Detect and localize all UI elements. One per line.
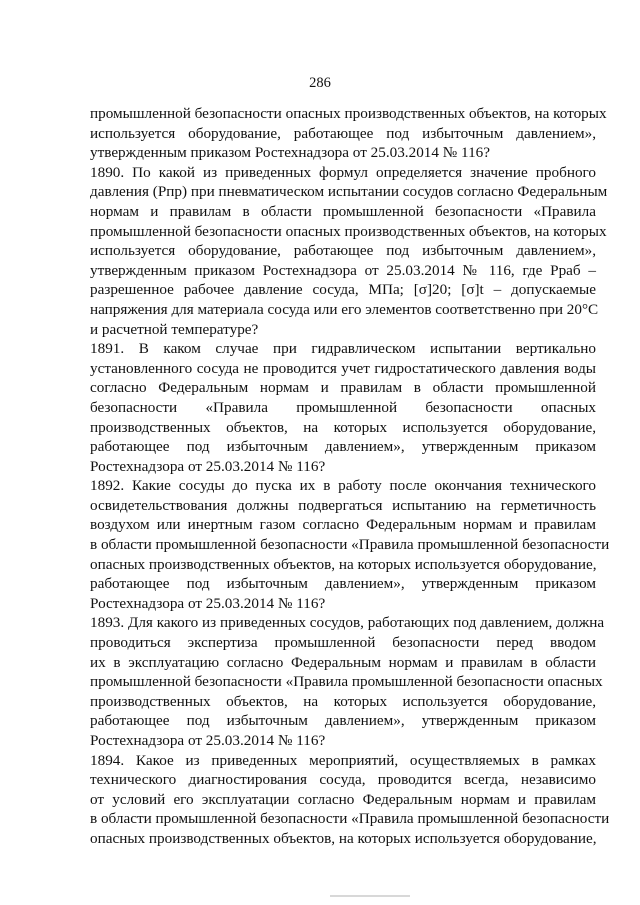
text-line: опасных производственных объектов, на которых используется оборудование,	[90, 829, 597, 847]
text-line: производственных объектов, на которых используется оборудование,	[90, 418, 596, 436]
text-line: в области промышленной безопасности «Правила промышленной безопасности	[90, 810, 610, 828]
question-1892	[90, 476, 610, 613]
page-number: 286	[309, 75, 331, 91]
paragraph-continuation	[90, 104, 607, 163]
question-1891	[90, 339, 596, 476]
text-line: промышленной безопасности опасных производственных объектов, на которых	[90, 222, 607, 240]
text-line: производственных объектов, на которых используется оборудование,	[90, 692, 596, 710]
text-line: опасных производственных объектов, на которых используется оборудование,	[90, 555, 597, 573]
text-line: 1891. В каком случае при гидравлическом испытании вертикально	[90, 340, 596, 358]
text-line: 1894. Какое из приведенных мероприятий, осуществляемых в рамках	[90, 751, 596, 769]
text-line: 1893. Для какого из приведенных сосудов, работающих под давлением, должна	[90, 614, 605, 632]
text-line: в области промышленной безопасности «Правила промышленной безопасности	[90, 536, 610, 554]
text-line: Ростехнадзора от 25.03.2014 № 116?	[90, 594, 326, 612]
text-line: воздухом или инертным газом согласно Федеральным нормам и правилам	[90, 516, 596, 534]
text-line: работающее под избыточным давлением», утвержденным приказом	[90, 438, 596, 456]
text-line: работающее под избыточным давлением», утвержденным приказом	[90, 575, 596, 593]
text-line: утвержденным приказом Ростехнадзора от 25.03.2014 № 116, где Рраб –	[90, 261, 596, 279]
text-line: используется оборудование, работающее под избыточным давлением»,	[90, 124, 596, 142]
question-1893	[90, 613, 605, 750]
page-body	[90, 104, 610, 849]
text-line: нормам и правилам в области промышленной безопасности «Правила	[90, 202, 596, 220]
text-line: и расчетной температуре?	[90, 320, 259, 338]
text-line: согласно Федеральным нормам и правилам в области промышленной	[90, 379, 596, 397]
text-line: установленного сосуда не проводится учет гидростатического давления воды	[90, 359, 596, 377]
text-line: от условий его эксплуатации согласно Федеральным нормам и правилам	[90, 790, 596, 808]
text-line: работающее под избыточным давлением», утвержденным приказом	[90, 712, 596, 730]
question-1894	[90, 751, 610, 849]
text-line: используется оборудование, работающее под избыточным давлением»,	[90, 242, 596, 260]
text-line: безопасности «Правила промышленной безопасности опасных	[90, 398, 596, 416]
text-line: технического диагностирования сосуда, проводится всегда, независимо	[90, 771, 596, 789]
text-line: их в эксплуатацию согласно Федеральным нормам и правилам в области	[90, 653, 596, 671]
text-line: 1892. Какие сосуды до пуска их в работу после окончания технического	[90, 477, 596, 495]
text-line: проводиться экспертиза промышленной безопасности перед вводом	[90, 634, 596, 652]
text-line: Ростехнадзора от 25.03.2014 № 116?	[90, 457, 326, 475]
scan-artifact	[330, 895, 410, 897]
text-line: Ростехнадзора от 25.03.2014 № 116?	[90, 732, 326, 749]
question-1890	[90, 163, 608, 339]
text-line: 1890. По какой из приведенных формул определяется значение пробного	[90, 163, 596, 181]
text-line: освидетельствования должны подвергаться испытанию на герметичность	[90, 496, 596, 514]
text-line: утвержденным приказом Ростехнадзора от 25.03.2014 № 116?	[90, 144, 491, 162]
text-line: давления (Рпр) при пневматическом испытании сосудов согласно Федеральным	[90, 183, 608, 201]
text-line: промышленной безопасности опасных производственных объектов, на которых	[90, 105, 607, 122]
text-line: напряжения для материала сосуда или его элементов соответственно при 20°С	[90, 300, 599, 318]
text-line: разрешенное рабочее давление сосуда, МПа; [σ]20; [σ]t – допускаемые	[90, 281, 596, 299]
text-line: промышленной безопасности «Правила промышленной безопасности опасных	[90, 673, 603, 691]
